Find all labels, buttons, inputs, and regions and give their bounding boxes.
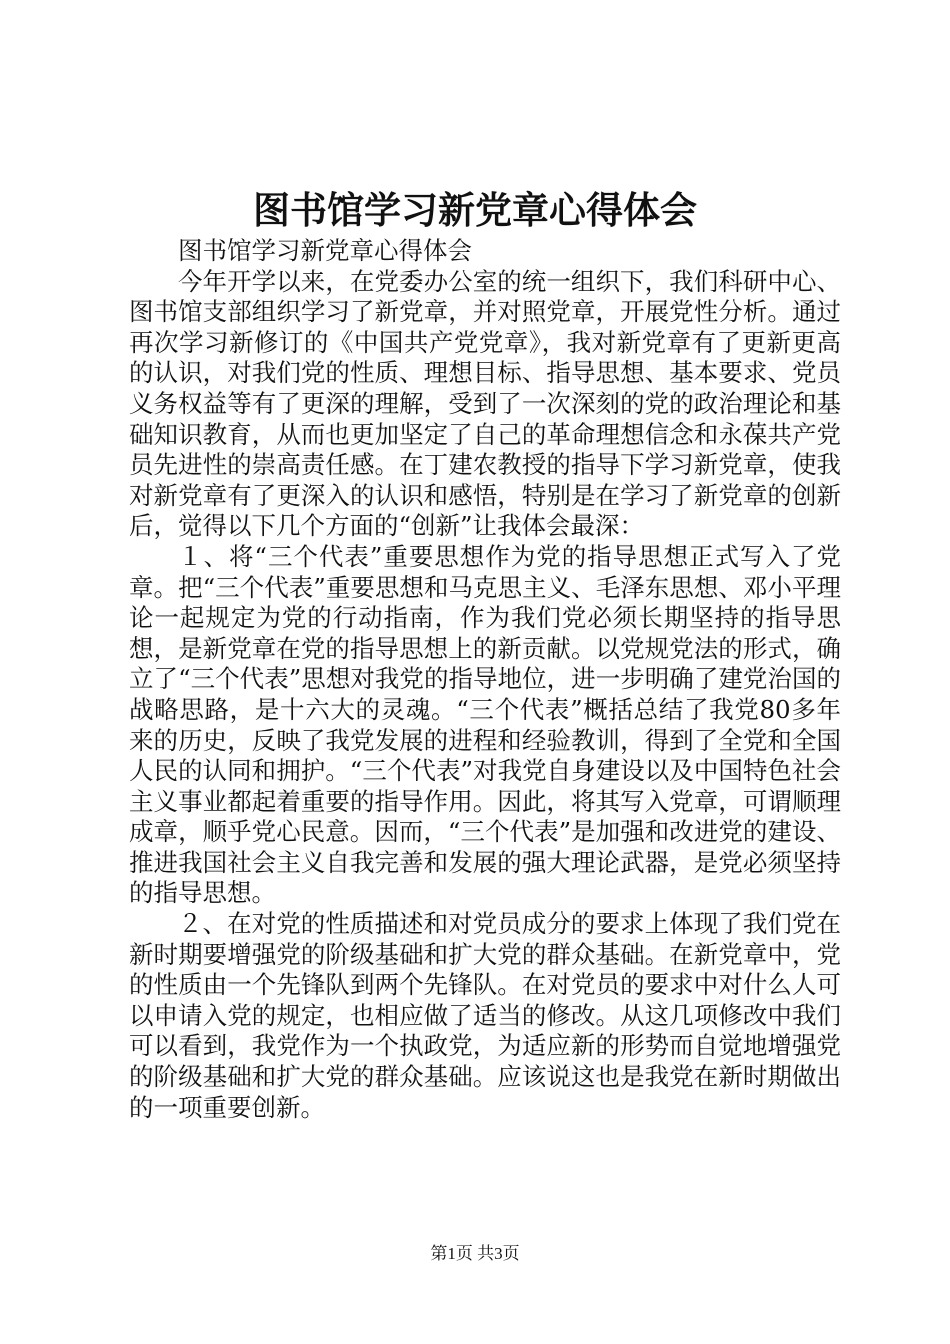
page-title: 图书馆学习新党章心得体会 — [253, 188, 697, 232]
page-footer: 第1页 共3页 — [430, 1244, 520, 1263]
paragraph-subtitle: 图书馆学习新党章心得体会 — [178, 236, 472, 265]
document-body — [129, 236, 841, 1123]
paragraph-point-1: １、将“三个代表”重要思想作为党的指导思想正式写入了党章。把“三个代表”重要思想和马克思主义、毛泽东思想、邓小平理论一起规定为党的行动指南，作为我们党必须长期坚持的指导思想，是新党章在党的指导思想上的新贡献。以党规党法的形式，确立了“三个代表”思想对我党的指导地位，进一步明确了建党治国的战略思路，是十六大的灵魂。“三个代表”概括总结了我党80多年来的历史，反映了我党发展的进程和经验教训，得到了全党和全国人民的认同和拥护。“三个代表”对我党自身建设以及中国特色社会主义事业都起着重要的指导作用。因此，将其写入党章，可谓顺理成章，顺乎党心民意。因而，“三个代表”是加强和改进党的建设、推进我国社会主义自我完善和发展的强大理论武器，是党必须坚持的指导思想。 — [129, 541, 841, 908]
paragraph-point-2: ２、在对党的性质描述和对党员成分的要求上体现了我们党在新时期要增强党的阶级基础和扩大党的群众基础。在新党章中，党的性质由一个先锋队到两个先锋队。在对党员的要求中对什么人可以申请入党的规定，也相应做了适当的修改。从这几项修改中我们可以看到，我党作为一个执政党，为适应新的形势而自觉地增强党的阶级基础和扩大党的群众基础。应该说这也是我党在新时期做出的一项重要创新。 — [129, 909, 841, 1122]
paragraph-intro: 今年开学以来，在党委办公室的统一组织下，我们科研中心、图书馆支部组织学习了新党章，并对照党章，开展党性分析。通过再次学习新修订的《中国共产党党章》，我对新党章有了更新更高的认识，对我们党的性质、理想目标、指导思想、基本要求、党员义务权益等有了更深的理解，受到了一次深刻的党的政治理论和基础知识教育，从而也更加坚定了自己的革命理想信念和永葆共产党员先进性的崇高责任感。在丁建农教授的指导下学习新党章，使我对新党章有了更深入的认识和感悟，特别是在学习了新党章的创新后，觉得以下几个方面的“创新”让我体会最深： — [129, 266, 841, 541]
